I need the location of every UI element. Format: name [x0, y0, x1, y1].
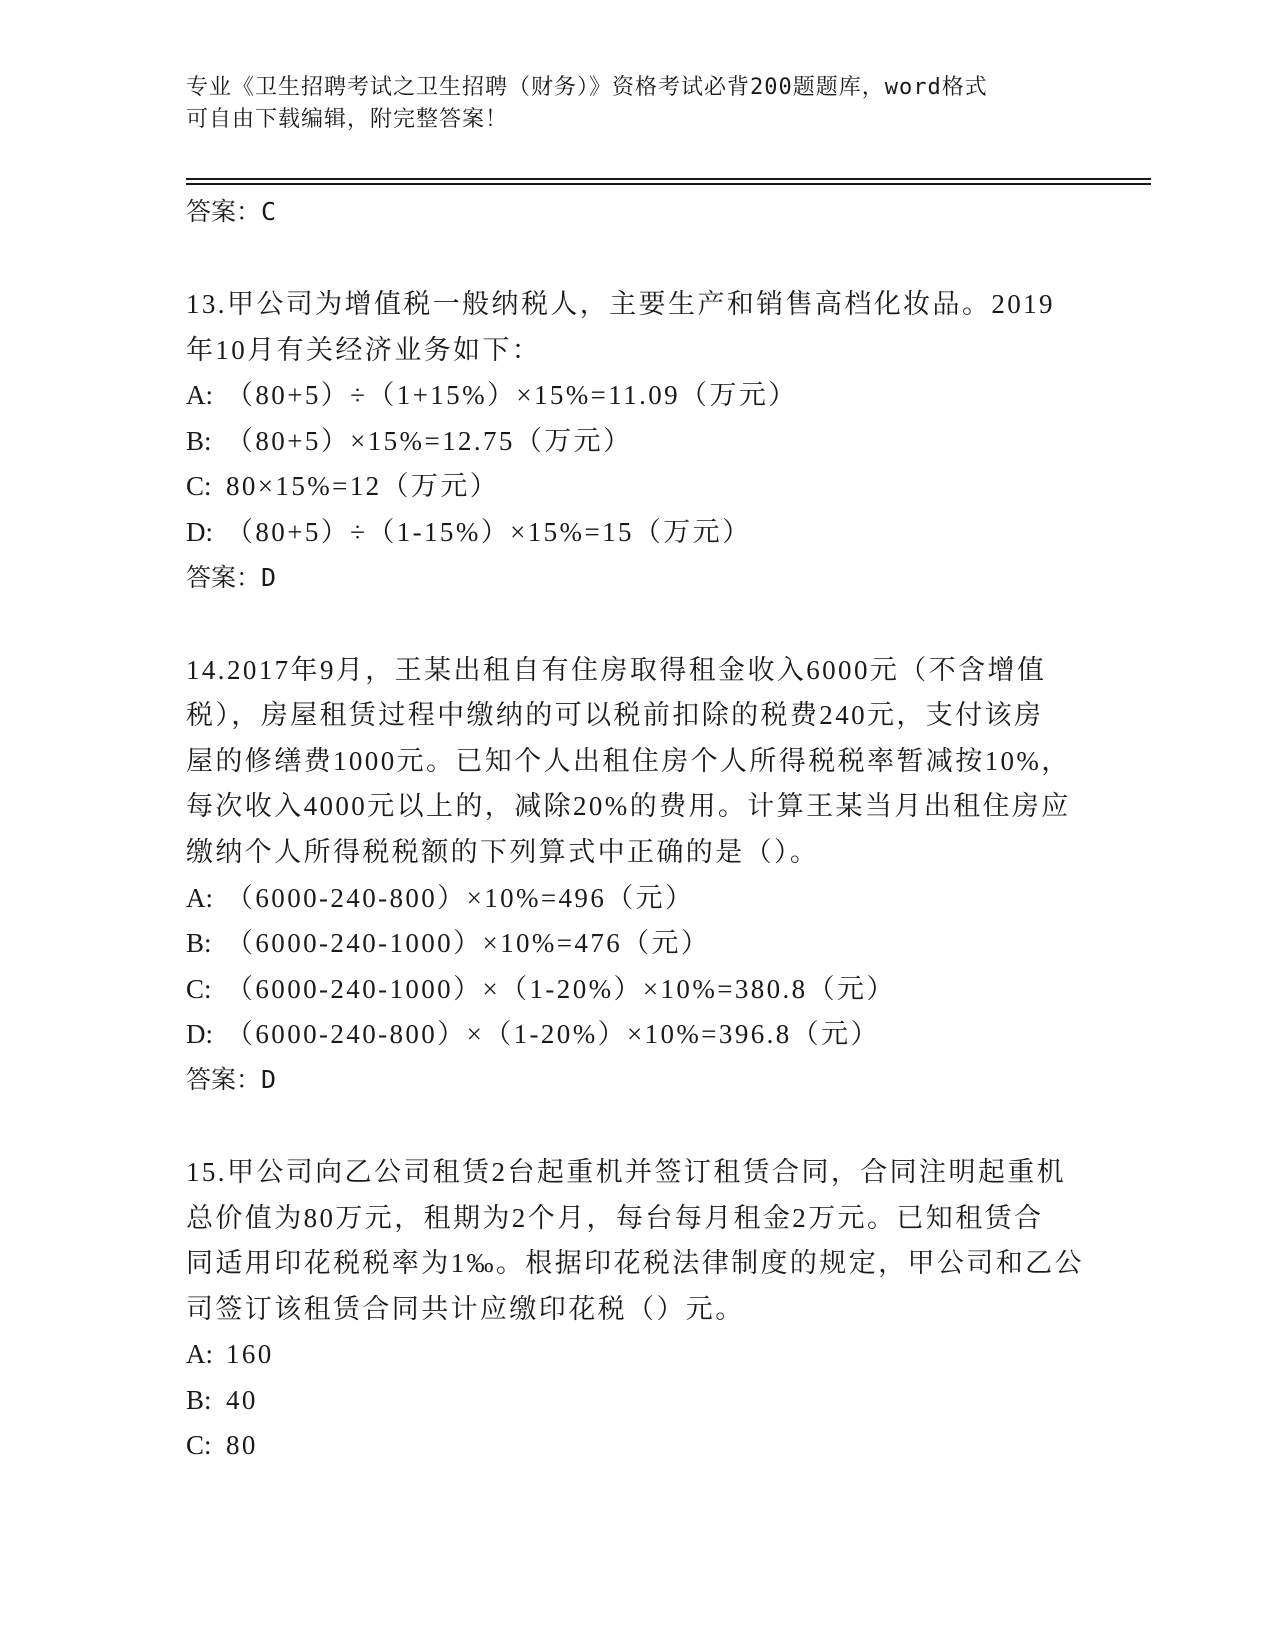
spacer: [186, 1102, 1086, 1150]
option-text: （6000-240-1000）×10%=476（元）: [226, 928, 711, 959]
question-answer: 答案：D: [186, 1064, 277, 1094]
question-stem-line: 司签订该租赁合同共计应缴印花税（）元。: [186, 1293, 745, 1324]
option-b: [186, 921, 1086, 967]
question-list: [186, 190, 1086, 1469]
header-divider-top: [186, 178, 1151, 180]
option-text: 40: [226, 1384, 258, 1415]
page-header: [186, 72, 1066, 136]
option-d: [186, 510, 1086, 556]
option-b: [186, 1378, 1086, 1424]
question-answer: 答案：D: [186, 562, 277, 592]
option-letter: B:: [186, 1384, 212, 1415]
question-stem-line: 13.甲公司为增值税一般纳税人，主要生产和销售高档化妆品。2019: [186, 289, 1055, 319]
header-divider-bottom: [186, 183, 1151, 185]
header-title-line-2: 可自由下载编辑，附完整答案！: [186, 107, 509, 132]
option-letter: A:: [186, 1339, 213, 1370]
option-letter: D:: [186, 516, 213, 547]
question-stem-line: 15.甲公司向乙公司租赁2台起重机并签订租赁合同，合同注明起重机: [186, 1156, 1067, 1187]
option-b: [186, 419, 1086, 465]
option-letter: B:: [186, 425, 212, 456]
header-title-line-1: 专业《卫生招聘考试之卫生招聘（财务）》资格考试必背200题题库，word格式: [186, 75, 988, 100]
option-text: （6000-240-800）×（1-20%）×10%=396.8（元）: [226, 1019, 880, 1050]
question-stem-line: 年10月有关经济业务如下：: [186, 334, 542, 365]
option-text: （80+5）÷（1+15%）×15%=11.09（万元）: [226, 380, 798, 411]
option-text: （6000-240-800）×10%=496（元）: [226, 882, 695, 913]
question-15: [186, 1150, 1086, 1469]
option-letter: B:: [186, 928, 212, 959]
option-text: 80×15%=12（万元）: [226, 471, 500, 502]
option-text: （80+5）×15%=12.75（万元）: [226, 425, 633, 456]
option-c: [186, 464, 1086, 510]
option-letter: C:: [186, 471, 212, 502]
option-c: [186, 967, 1086, 1013]
question-stem-line: 屋的修缮费1000元。已知个人出租住房个人所得税税率暂减按10%，: [186, 745, 1071, 776]
option-a: [186, 1332, 1086, 1378]
option-text: 160: [226, 1339, 274, 1370]
question-stem-line: 每次收入4000元以上的，减除20%的费用。计算王某当月出租住房应: [186, 791, 1071, 822]
option-letter: C:: [186, 973, 212, 1004]
option-a: [186, 373, 1086, 419]
question-stem-line: 税），房屋租赁过程中缴纳的可以税前扣除的税费240元，支付该房: [186, 700, 1044, 731]
question-stem-line: 14.2017年9月，王某出租自有住房取得租金收入6000元（不含增值: [186, 654, 1047, 685]
question-stem-line: 缴纳个人所得税税额的下列算式中正确的是（）。: [186, 836, 820, 867]
option-letter: C:: [186, 1430, 212, 1461]
option-text: （6000-240-1000）×（1-20%）×10%=380.8（元）: [226, 973, 896, 1004]
option-letter: A:: [186, 380, 213, 411]
spacer: [186, 600, 1086, 648]
option-letter: A:: [186, 882, 213, 913]
spacer: [186, 234, 1086, 282]
option-text: （80+5）÷（1-15%）×15%=15（万元）: [226, 516, 752, 547]
previous-answer: 答案：C: [186, 197, 277, 226]
option-c: [186, 1423, 1086, 1469]
option-letter: D:: [186, 1019, 213, 1050]
question-stem-line: 总价值为80万元，租期为2个月，每台每月租金2万元。已知租赁合: [186, 1202, 1044, 1233]
option-d: [186, 1012, 1086, 1058]
question-14: [186, 648, 1086, 1102]
option-a: [186, 876, 1086, 922]
question-13: [186, 282, 1086, 600]
option-text: 80: [226, 1430, 258, 1461]
question-stem-line: 同适用印花税税率为1‰。根据印花税法律制度的规定，甲公司和乙公: [186, 1248, 1084, 1279]
